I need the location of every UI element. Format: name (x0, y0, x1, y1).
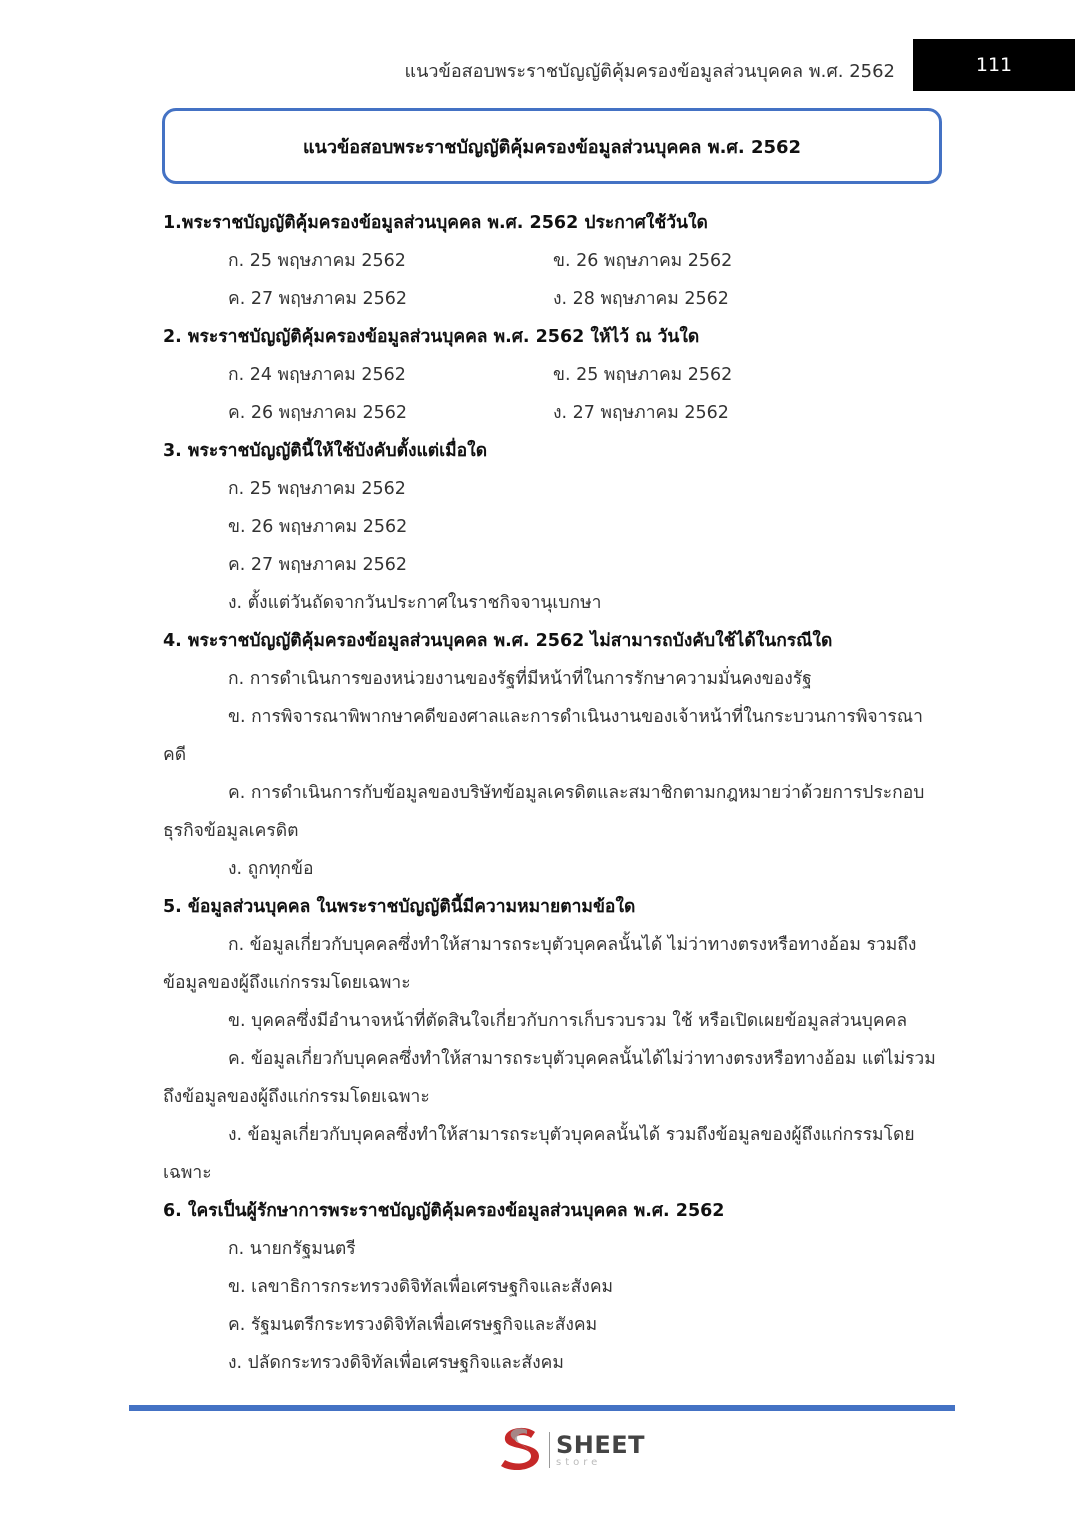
option-2a: ก. 24 พฤษภาคม 2562 (228, 365, 406, 385)
running-header-title: แนวข้อสอบพระราชบัญญัติคุ้มครองข้อมูลส่วนบุคคล พ.ศ. 2562 (404, 61, 895, 82)
option-6c: ค. รัฐมนตรีกระทรวงดิจิทัลเพื่อเศรษฐกิจและสังคม (228, 1315, 598, 1335)
sheet-store-logo (497, 1426, 645, 1474)
option-row (163, 394, 938, 432)
option-4a: ก. การดำเนินการของหน่วยงานของรัฐที่มีหน้าที่ในการรักษาความมั่นคงของรัฐ (228, 669, 812, 689)
option-3a: ก. 25 พฤษภาคม 2562 (228, 479, 406, 499)
question-4: 4. พระราชบัญญัติคุ้มครองข้อมูลส่วนบุคคล พ.ศ. 2562 ไม่สามารถบังคับใช้ได้ในกรณีใด (163, 631, 833, 651)
logo-divider (549, 1432, 550, 1468)
option-5d: ง. ข้อมูลเกี่ยวกับบุคคลซึ่งทำให้สามารถระบุตัวบุคคลนั้นได้ รวมถึงข้อมูลของผู้ถึงแก่กรรมโดยเฉพาะ (163, 1125, 915, 1183)
option-6b: ข. เลขาธิการกระทรวงดิจิทัลเพื่อเศรษฐกิจและสังคม (228, 1277, 614, 1297)
question-5: 5. ข้อมูลส่วนบุคคล ในพระราชบัญญัตินี้มีความหมายตามข้อใด (163, 897, 636, 917)
sheet-logo-icon (497, 1426, 543, 1474)
option-row (163, 280, 938, 318)
option-1d: ง. 28 พฤษภาคม 2562 (553, 289, 729, 309)
option-1b: ข. 26 พฤษภาคม 2562 (553, 251, 733, 271)
option-2b: ข. 25 พฤษภาคม 2562 (553, 365, 733, 385)
option-3c: ค. 27 พฤษภาคม 2562 (228, 555, 408, 575)
option-6d: ง. ปลัดกระทรวงดิจิทัลเพื่อเศรษฐกิจและสังคม (228, 1353, 564, 1373)
option-2d: ง. 27 พฤษภาคม 2562 (553, 403, 729, 423)
option-4d: ง. ถูกทุกข้อ (228, 859, 314, 879)
option-5b: ข. บุคคลซึ่งมีอำนาจหน้าที่ตัดสินใจเกี่ยวกับการเก็บรวบรวม ใช้ หรือเปิดเผยข้อมูลส่วนบุคคล (228, 1011, 908, 1031)
option-2c: ค. 26 พฤษภาคม 2562 (228, 403, 408, 423)
question-3: 3. พระราชบัญญัตินี้ให้ใช้บังคับตั้งแต่เมื่อใด (163, 441, 488, 461)
option-4c: ค. การดำเนินการกับข้อมูลของบริษัทข้อมูลเครดิตและสมาชิกตามกฎหมายว่าด้วยการประกอบธุรกิจข้อมูลเครดิต (163, 783, 925, 841)
option-4b: ข. การพิจารณาพิพากษาคดีของศาลและการดำเนินงานของเจ้าหน้าที่ในกระบวนการพิจารณาคดี (163, 707, 923, 765)
question-2: 2. พระราชบัญญัติคุ้มครองข้อมูลส่วนบุคคล พ.ศ. 2562 ให้ไว้ ณ วันใด (163, 327, 700, 347)
question-list (163, 204, 938, 1382)
page-number: 111 (913, 39, 1075, 91)
footer-divider (129, 1405, 955, 1411)
option-5c: ค. ข้อมูลเกี่ยวกับบุคคลซึ่งทำให้สามารถระบุตัวบุคคลนั้นได้ไม่ว่าทางตรงหรือทางอ้อม แต่ไม่รวมถึงข้อมูลของผู้ถึงแก่กรรมโดยเฉพาะ (163, 1049, 936, 1107)
logo-subword: store (556, 1456, 602, 1468)
question-1: 1.พระราชบัญญัติคุ้มครองข้อมูลส่วนบุคคล พ.ศ. 2562 ประกาศใช้วันใด (163, 213, 708, 233)
page-title: แนวข้อสอบพระราชบัญญัติคุ้มครองข้อมูลส่วนบุคคล พ.ศ. 2562 (302, 136, 802, 158)
logo-word: SHEET (556, 1430, 646, 1459)
option-row (163, 242, 938, 280)
option-6a: ก. นายกรัฐมนตรี (228, 1239, 356, 1259)
question-6: 6. ใครเป็นผู้รักษาการพระราชบัญญัติคุ้มครองข้อมูลส่วนบุคคล พ.ศ. 2562 (163, 1201, 725, 1221)
option-3b: ข. 26 พฤษภาคม 2562 (228, 517, 408, 537)
option-1a: ก. 25 พฤษภาคม 2562 (228, 251, 406, 271)
option-3d: ง. ตั้งแต่วันถัดจากวันประกาศในราชกิจจานุเบกษา (228, 593, 602, 613)
option-5a: ก. ข้อมูลเกี่ยวกับบุคคลซึ่งทำให้สามารถระบุตัวบุคคลนั้นได้ ไม่ว่าทางตรงหรือทางอ้อม รวมถึงข้อมูลของผู้ถึงแก่กรรมโดยเฉพาะ (163, 935, 917, 993)
option-1c: ค. 27 พฤษภาคม 2562 (228, 289, 408, 309)
page-title-box (162, 108, 942, 184)
option-row (163, 356, 938, 394)
